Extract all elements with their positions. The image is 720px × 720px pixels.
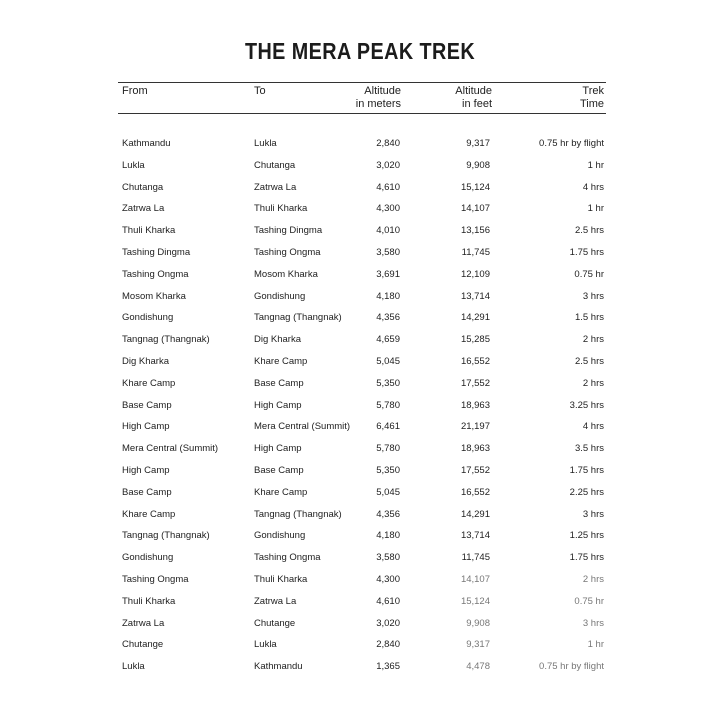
cell-altitude-feet: 14,291	[460, 508, 490, 520]
cell-altitude-feet: 9,317	[466, 639, 490, 651]
cell-to: Zatrwa La	[254, 181, 297, 193]
cell-to: High Camp	[254, 399, 302, 411]
cell-to: Khare Camp	[254, 355, 308, 367]
cell-trek-time: 0.75 hr	[574, 268, 604, 280]
header-to: To	[254, 85, 266, 97]
cell-altitude-feet: 9,908	[466, 159, 490, 171]
cell-to: Zatrwa La	[254, 595, 297, 607]
cell-altitude-feet: 9,908	[466, 617, 490, 629]
cell-trek-time: 1 hr	[587, 639, 604, 651]
cell-trek-time: 3 hrs	[582, 508, 604, 520]
cell-from: Tashing Ongma	[122, 573, 189, 585]
header-altitude-meters: Altitude in meters	[355, 85, 401, 110]
cell-altitude-feet: 11,745	[461, 246, 490, 258]
cell-altitude-feet: 17,552	[460, 464, 490, 476]
cell-altitude-meters: 1,365	[376, 661, 400, 673]
cell-altitude-meters: 5,350	[376, 464, 400, 476]
cell-altitude-feet: 18,963	[460, 443, 490, 455]
cell-to: Thuli Kharka	[254, 573, 308, 585]
header-altitude-feet: Altitude in feet	[455, 85, 492, 110]
cell-trek-time: 1 hr	[587, 203, 604, 215]
cell-to: Tashing Dingma	[254, 225, 323, 237]
cell-altitude-feet: 15,124	[460, 595, 490, 607]
cell-from: Kathmandu	[122, 138, 171, 149]
cell-altitude-feet: 14,107	[460, 203, 490, 215]
table-row	[0, 287, 720, 309]
cell-altitude-feet: 9,317	[466, 138, 490, 149]
cell-from: Thuli Kharka	[122, 595, 176, 607]
cell-altitude-meters: 3,580	[376, 246, 400, 258]
cell-trek-time: 3 hrs	[582, 290, 604, 302]
cell-altitude-meters: 4,300	[376, 203, 400, 215]
cell-from: Dig Kharka	[122, 355, 169, 367]
cell-from: Lukla	[122, 159, 145, 171]
cell-altitude-feet: 17,552	[460, 377, 490, 389]
page-title: THE MERA PEAK TREK	[244, 38, 476, 64]
cell-trek-time: 2.25 hrs	[569, 486, 604, 498]
table-row	[0, 548, 720, 570]
cell-altitude-feet: 15,285	[460, 334, 490, 346]
cell-altitude-meters: 4,010	[376, 225, 400, 237]
cell-to: Base Camp	[254, 377, 304, 389]
table-body	[0, 134, 720, 679]
table-row	[0, 461, 720, 483]
cell-trek-time: 1.75 hrs	[569, 552, 604, 564]
table-row	[0, 657, 720, 679]
cell-altitude-feet: 16,552	[460, 355, 490, 367]
cell-altitude-feet: 14,291	[460, 312, 490, 324]
cell-from: Base Camp	[122, 486, 172, 498]
cell-altitude-feet: 13,714	[460, 530, 490, 542]
cell-from: Mera Central (Summit)	[122, 443, 219, 455]
table-row	[0, 352, 720, 374]
table-row	[0, 483, 720, 505]
cell-trek-time: 2 hrs	[582, 573, 604, 585]
cell-trek-time: 2.5 hrs	[574, 355, 604, 367]
cell-from: Thuli Kharka	[122, 225, 176, 237]
cell-altitude-meters: 4,356	[376, 312, 400, 324]
cell-trek-time: 1 hr	[587, 159, 604, 171]
cell-from: Gondishung	[122, 312, 174, 324]
cell-trek-time: 2 hrs	[582, 334, 604, 346]
cell-to: Gondishung	[254, 290, 306, 302]
cell-trek-time: 3.5 hrs	[574, 443, 604, 455]
table-row	[0, 439, 720, 461]
cell-from: Zatrwa La	[122, 617, 165, 629]
cell-altitude-feet: 14,107	[460, 573, 490, 585]
cell-altitude-feet: 16,552	[460, 486, 490, 498]
cell-trek-time: 1.75 hrs	[569, 246, 604, 258]
cell-altitude-feet: 13,156	[460, 225, 490, 237]
cell-altitude-meters: 4,610	[376, 595, 400, 607]
cell-from: Tangnag (Thangnak)	[122, 530, 210, 542]
cell-to: Chutange	[254, 617, 296, 629]
cell-altitude-meters: 2,840	[376, 639, 400, 651]
cell-altitude-meters: 5,780	[376, 399, 400, 411]
cell-from: High Camp	[122, 464, 170, 476]
table-row	[0, 592, 720, 614]
cell-from: Tashing Dingma	[122, 246, 191, 258]
cell-to: High Camp	[254, 443, 302, 455]
cell-trek-time: 3.25 hrs	[569, 399, 604, 411]
cell-trek-time: 3 hrs	[582, 617, 604, 629]
cell-altitude-meters: 3,580	[376, 552, 400, 564]
cell-to: Tangnag (Thangnak)	[254, 312, 342, 324]
header-rule-bottom	[118, 113, 606, 114]
cell-from: Zatrwa La	[122, 203, 165, 215]
cell-altitude-meters: 5,350	[376, 377, 400, 389]
cell-from: Chutange	[122, 639, 164, 651]
table-row	[0, 374, 720, 396]
cell-trek-time: 1.25 hrs	[569, 530, 604, 542]
cell-altitude-feet: 13,714	[460, 290, 490, 302]
cell-from: Tangnag (Thangnak)	[122, 334, 210, 346]
cell-trek-time: 0.75 hr by flight	[539, 138, 604, 149]
table-row	[0, 243, 720, 265]
cell-to: Mosom Kharka	[254, 268, 318, 280]
cell-trek-time: 1.75 hrs	[569, 464, 604, 476]
cell-altitude-meters: 4,300	[376, 573, 400, 585]
header-rule-top	[118, 82, 606, 83]
cell-altitude-meters: 3,020	[376, 159, 400, 171]
cell-from: Gondishung	[122, 552, 174, 564]
cell-altitude-meters: 4,659	[376, 334, 400, 346]
cell-to: Dig Kharka	[254, 334, 301, 346]
cell-to: Gondishung	[254, 530, 306, 542]
cell-altitude-feet: 15,124	[460, 181, 490, 193]
cell-altitude-feet: 12,109	[460, 268, 490, 280]
cell-from: Chutanga	[122, 181, 164, 193]
cell-to: Lukla	[254, 138, 277, 149]
table-row	[0, 417, 720, 439]
cell-trek-time: 2.5 hrs	[574, 225, 604, 237]
table-header	[0, 85, 720, 113]
cell-altitude-meters: 3,020	[376, 617, 400, 629]
cell-altitude-meters: 4,180	[376, 530, 400, 542]
cell-trek-time: 2 hrs	[582, 377, 604, 389]
cell-to: Thuli Kharka	[254, 203, 308, 215]
cell-altitude-meters: 4,356	[376, 508, 400, 520]
cell-trek-time: 4 hrs	[582, 181, 604, 193]
cell-altitude-meters: 6,461	[376, 421, 400, 433]
cell-from: Khare Camp	[122, 377, 176, 389]
table-row	[0, 156, 720, 178]
cell-to: Kathmandu	[254, 661, 303, 673]
cell-from: Lukla	[122, 661, 145, 673]
cell-to: Tashing Ongma	[254, 246, 321, 258]
cell-from: Khare Camp	[122, 508, 176, 520]
cell-to: Chutanga	[254, 159, 296, 171]
header-from: From	[122, 85, 148, 97]
cell-altitude-meters: 5,045	[376, 486, 400, 498]
table-row	[0, 178, 720, 200]
table-row	[0, 134, 720, 156]
cell-altitude-feet: 4,478	[466, 661, 490, 673]
table-row	[0, 330, 720, 352]
table-row	[0, 308, 720, 330]
cell-altitude-meters: 5,045	[376, 355, 400, 367]
cell-from: Base Camp	[122, 399, 172, 411]
table-row	[0, 526, 720, 548]
cell-to: Base Camp	[254, 464, 304, 476]
cell-from: High Camp	[122, 421, 170, 433]
table-row	[0, 199, 720, 221]
cell-from: Mosom Kharka	[122, 290, 186, 302]
table-row	[0, 396, 720, 418]
table-row	[0, 614, 720, 636]
cell-trek-time: 0.75 hr	[574, 595, 604, 607]
cell-altitude-feet: 21,197	[460, 421, 490, 433]
cell-trek-time: 1.5 hrs	[574, 312, 604, 324]
cell-from: Tashing Ongma	[122, 268, 189, 280]
table-row	[0, 570, 720, 592]
cell-trek-time: 4 hrs	[582, 421, 604, 433]
cell-altitude-meters: 5,780	[376, 443, 400, 455]
cell-to: Khare Camp	[254, 486, 308, 498]
table-row	[0, 505, 720, 527]
cell-to: Mera Central (Summit)	[254, 421, 351, 433]
cell-altitude-feet: 18,963	[460, 399, 490, 411]
table-row	[0, 265, 720, 287]
cell-altitude-feet: 11,745	[461, 552, 490, 564]
cell-to: Tangnag (Thangnak)	[254, 508, 342, 520]
cell-to: Tashing Ongma	[254, 552, 321, 564]
cell-trek-time: 0.75 hr by flight	[539, 661, 604, 673]
cell-altitude-meters: 2,840	[376, 138, 400, 149]
header-trek-time: Trek Time	[579, 85, 604, 110]
cell-altitude-meters: 4,180	[376, 290, 400, 302]
table-row	[0, 635, 720, 657]
cell-to: Lukla	[254, 639, 277, 651]
table-row	[0, 221, 720, 243]
cell-altitude-meters: 3,691	[376, 268, 400, 280]
cell-altitude-meters: 4,610	[376, 181, 400, 193]
